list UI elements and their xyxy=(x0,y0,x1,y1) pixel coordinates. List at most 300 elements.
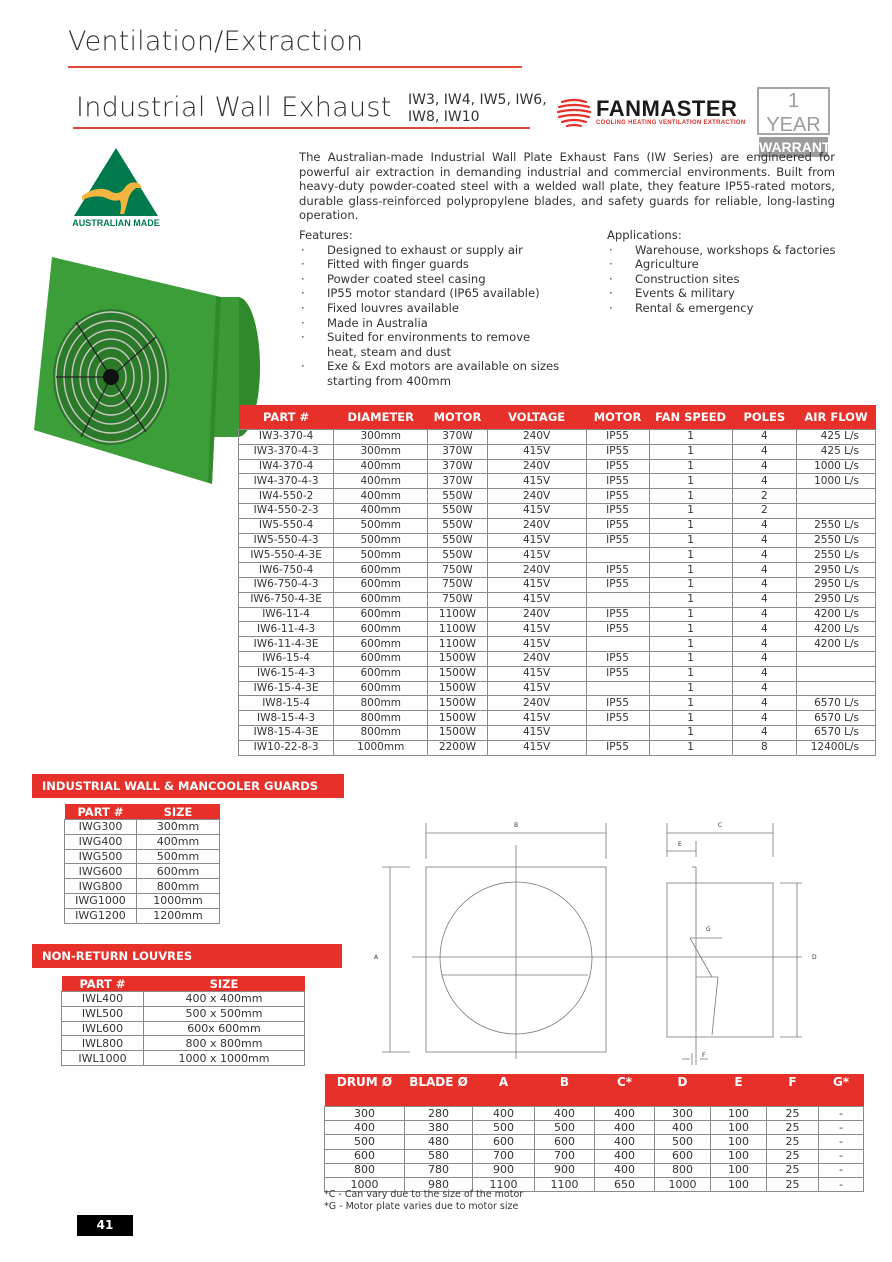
table-row xyxy=(239,563,876,578)
table-cell: 1 xyxy=(649,489,732,504)
table-cell: 1000mm xyxy=(334,740,428,755)
table-cell: - xyxy=(819,1121,864,1135)
table-cell: 600 xyxy=(535,1135,595,1149)
table-cell: 1 xyxy=(649,711,732,726)
table-cell: 1 xyxy=(649,444,732,459)
table-cell: 400 xyxy=(473,1107,535,1121)
table-row xyxy=(65,879,220,894)
table-cell: 500 xyxy=(325,1135,405,1149)
table-header-row xyxy=(239,405,876,430)
table-cell: 1 xyxy=(649,459,732,474)
table-cell: 415V xyxy=(487,725,586,740)
table-cell: 400mm xyxy=(334,474,428,489)
feature-item: · Made in Australia xyxy=(299,316,589,331)
table-cell: 4 xyxy=(732,681,796,696)
table-cell: 400 xyxy=(595,1135,655,1149)
table-cell: 480 xyxy=(405,1135,473,1149)
table-cell: IP55 xyxy=(586,563,649,578)
warranty-label: WARRANTY xyxy=(759,139,840,155)
table-cell: 1100W xyxy=(428,637,487,652)
table-cell: IWG500 xyxy=(65,849,137,864)
table-cell: 2550 L/s xyxy=(797,518,876,533)
dimension-diagram xyxy=(372,815,832,1065)
table-cell: 800mm xyxy=(334,696,428,711)
table-cell: 100 xyxy=(711,1163,767,1177)
table-cell: 580 xyxy=(405,1149,473,1163)
table-cell: 600mm xyxy=(334,637,428,652)
col-size: SIZE xyxy=(137,804,220,820)
table-cell: 6570 L/s xyxy=(797,725,876,740)
table-row xyxy=(325,1163,864,1177)
table-cell: - xyxy=(819,1163,864,1177)
australian-made-logo xyxy=(68,146,164,230)
col-diameter: DIAMETER xyxy=(334,405,428,430)
table-cell: 100 xyxy=(711,1121,767,1135)
table-cell: 6570 L/s xyxy=(797,711,876,726)
col-blade: BLADE Ø xyxy=(405,1074,473,1107)
table-cell: 100 xyxy=(711,1135,767,1149)
table-cell: 240V xyxy=(487,518,586,533)
table-cell: 2 xyxy=(732,503,796,518)
table-cell: 415V xyxy=(487,474,586,489)
table-cell xyxy=(797,666,876,681)
table-row xyxy=(325,1121,864,1135)
table-cell: 100 xyxy=(711,1149,767,1163)
table-cell: 780 xyxy=(405,1163,473,1177)
table-cell: 2950 L/s xyxy=(797,577,876,592)
table-cell: 2 xyxy=(732,489,796,504)
table-cell: IP55 xyxy=(586,533,649,548)
feature-item: · IP55 motor standard (IP65 available) xyxy=(299,286,589,301)
table-cell: 1 xyxy=(649,503,732,518)
table-cell: 1100 xyxy=(535,1177,595,1191)
table-cell: 1500W xyxy=(428,651,487,666)
table-cell: IWL800 xyxy=(62,1036,144,1051)
table-cell: 600 xyxy=(325,1149,405,1163)
table-cell xyxy=(586,681,649,696)
table-cell: 240V xyxy=(487,430,586,445)
table-cell: IW5-550-4-3 xyxy=(239,533,334,548)
table-cell: 4 xyxy=(732,563,796,578)
table-cell: 600mm xyxy=(334,607,428,622)
table-cell: 240V xyxy=(487,651,586,666)
table-cell: 1200mm xyxy=(137,908,220,923)
table-cell: 415V xyxy=(487,592,586,607)
col-f: F xyxy=(767,1074,819,1107)
table-cell xyxy=(586,637,649,652)
table-cell: IP55 xyxy=(586,622,649,637)
table-cell: 500mm xyxy=(137,849,220,864)
table-cell: 1000 x 1000mm xyxy=(144,1051,305,1066)
table-cell: 500 xyxy=(535,1121,595,1135)
table-cell: IP55 xyxy=(586,444,649,459)
table-cell: IP55 xyxy=(586,711,649,726)
table-cell: 800 x 800mm xyxy=(144,1036,305,1051)
table-cell: 400mm xyxy=(334,489,428,504)
table-cell: 415V xyxy=(487,622,586,637)
table-cell: 4 xyxy=(732,651,796,666)
note-c: *C - Can vary due to the size of the motor xyxy=(324,1189,524,1200)
table-cell: 400 xyxy=(655,1121,711,1135)
table-cell: 415V xyxy=(487,711,586,726)
note-g: *G - Motor plate varies due to motor size xyxy=(324,1200,519,1212)
table-cell: 650 xyxy=(595,1177,655,1191)
table-cell: 550W xyxy=(428,518,487,533)
table-cell: IW6-750-4 xyxy=(239,563,334,578)
table-cell: 2550 L/s xyxy=(797,533,876,548)
table-cell: 980 xyxy=(405,1177,473,1191)
col-part: PART # xyxy=(62,976,144,992)
table-row xyxy=(62,1006,305,1021)
table-row xyxy=(325,1149,864,1163)
table-row xyxy=(239,666,876,681)
table-cell: 370W xyxy=(428,444,487,459)
table-cell: 1 xyxy=(649,622,732,637)
table-row xyxy=(239,740,876,755)
table-cell: 415V xyxy=(487,548,586,563)
kangaroo-triangle-icon xyxy=(68,146,164,230)
table-cell: 500 xyxy=(655,1135,711,1149)
col-e: E xyxy=(711,1074,767,1107)
label-d: D xyxy=(812,954,817,961)
table-cell: 1000 L/s xyxy=(797,459,876,474)
table-cell: 415V xyxy=(487,637,586,652)
table-cell: 750W xyxy=(428,563,487,578)
table-row xyxy=(239,725,876,740)
table-cell: 1000mm xyxy=(137,893,220,908)
table-cell: 380 xyxy=(405,1121,473,1135)
table-cell xyxy=(586,592,649,607)
table-row xyxy=(239,711,876,726)
col-part: PART # xyxy=(65,804,137,820)
table-cell: IP55 xyxy=(586,577,649,592)
warranty-years: 1 YEAR xyxy=(766,90,821,136)
features-list xyxy=(299,228,589,389)
table-cell: 415V xyxy=(487,666,586,681)
table-cell: 500mm xyxy=(334,533,428,548)
table-cell: 240V xyxy=(487,459,586,474)
table-cell: IW6-15-4-3E xyxy=(239,681,334,696)
table-cell: 300mm xyxy=(334,444,428,459)
table-cell: 500mm xyxy=(334,548,428,563)
table-cell: IW6-11-4-3E xyxy=(239,637,334,652)
col-c: C* xyxy=(595,1074,655,1107)
louvres-banner: NON-RETURN LOUVRES xyxy=(32,944,342,968)
table-cell: 415V xyxy=(487,740,586,755)
table-cell: 400 xyxy=(595,1107,655,1121)
table-cell: 500mm xyxy=(334,518,428,533)
table-cell: IWL600 xyxy=(62,1021,144,1036)
table-cell: IW4-370-4 xyxy=(239,459,334,474)
table-cell: 750W xyxy=(428,577,487,592)
table-row xyxy=(239,681,876,696)
table-cell: 300 xyxy=(325,1107,405,1121)
table-cell xyxy=(586,548,649,563)
table-cell: 240V xyxy=(487,489,586,504)
table-row xyxy=(62,1051,305,1066)
table-cell: 550W xyxy=(428,533,487,548)
table-cell: IW3-370-4-3 xyxy=(239,444,334,459)
table-cell: IW6-15-4 xyxy=(239,651,334,666)
table-cell: - xyxy=(819,1135,864,1149)
features-title: Features: xyxy=(299,228,353,242)
table-cell: 4 xyxy=(732,607,796,622)
table-cell: 1100W xyxy=(428,607,487,622)
table-cell: 25 xyxy=(767,1163,819,1177)
table-cell: 415V xyxy=(487,533,586,548)
table-row xyxy=(65,893,220,908)
table-cell: 400mm xyxy=(334,459,428,474)
table-cell: 800mm xyxy=(334,711,428,726)
table-cell: 415V xyxy=(487,577,586,592)
table-cell: IWG400 xyxy=(65,834,137,849)
brand-name: FANMASTER xyxy=(596,96,738,121)
table-cell: 550W xyxy=(428,489,487,504)
table-cell: IW5-550-4-3E xyxy=(239,548,334,563)
table-header-row xyxy=(325,1074,864,1107)
table-cell: 4200 L/s xyxy=(797,637,876,652)
table-cell: IW4-370-4-3 xyxy=(239,474,334,489)
table-cell: IWL1000 xyxy=(62,1051,144,1066)
table-cell: 1 xyxy=(649,651,732,666)
table-cell: 1 xyxy=(649,696,732,711)
table-row xyxy=(325,1135,864,1149)
table-cell: 425 L/s xyxy=(797,430,876,445)
table-row xyxy=(239,474,876,489)
table-cell: 6570 L/s xyxy=(797,696,876,711)
application-item: · Events & military xyxy=(607,286,867,301)
application-item: · Rental & emergency xyxy=(607,301,867,316)
table-cell: 600mm xyxy=(137,864,220,879)
table-row xyxy=(65,834,220,849)
table-cell: 4 xyxy=(732,725,796,740)
table-row xyxy=(62,1021,305,1036)
table-cell: 600mm xyxy=(334,651,428,666)
table-cell: IWL400 xyxy=(62,992,144,1007)
label-f: F xyxy=(702,1052,706,1059)
badge-text: AUSTRALIAN MADE xyxy=(72,218,160,228)
table-cell: 1000 xyxy=(655,1177,711,1191)
feature-item: · Suited for environments to remove heat, steam and dust xyxy=(299,330,557,359)
table-cell: 900 xyxy=(535,1163,595,1177)
table-cell: 600mm xyxy=(334,681,428,696)
table-row xyxy=(65,864,220,879)
brand-tagline: COOLING HEATING VENTILATION EXTRACTION xyxy=(596,120,746,126)
table-cell: - xyxy=(819,1149,864,1163)
table-cell: - xyxy=(819,1107,864,1121)
table-cell: IP55 xyxy=(586,607,649,622)
table-cell: 1500W xyxy=(428,666,487,681)
table-cell: IP55 xyxy=(586,459,649,474)
table-cell: 2200W xyxy=(428,740,487,755)
product-title: Industrial Wall Exhaust xyxy=(76,92,392,123)
table-cell: 800mm xyxy=(137,879,220,894)
table-cell: IP55 xyxy=(586,430,649,445)
table-cell: 600 xyxy=(655,1149,711,1163)
feature-item: · Fitted with finger guards xyxy=(299,257,589,272)
table-cell: 300mm xyxy=(334,430,428,445)
col-fan-speed: FAN SPEED xyxy=(649,405,732,430)
table-cell: 400 xyxy=(535,1107,595,1121)
feature-item: · Designed to exhaust or supply air xyxy=(299,243,589,258)
table-cell: 400 xyxy=(595,1163,655,1177)
table-cell: 500 xyxy=(473,1121,535,1135)
fanmaster-logo xyxy=(556,94,746,130)
table-cell: 2550 L/s xyxy=(797,548,876,563)
table-cell: 4 xyxy=(732,459,796,474)
table-cell: 400mm xyxy=(137,834,220,849)
table-cell xyxy=(586,725,649,740)
table-row xyxy=(239,637,876,652)
fan-swirl-icon xyxy=(556,94,592,130)
table-cell: 1100 xyxy=(473,1177,535,1191)
label-b: B xyxy=(513,822,519,829)
table-cell: 370W xyxy=(428,459,487,474)
table-cell: 4 xyxy=(732,518,796,533)
table-cell: 800 xyxy=(325,1163,405,1177)
table-cell: 1 xyxy=(649,725,732,740)
table-cell: 1100W xyxy=(428,622,487,637)
applications-list xyxy=(607,228,867,316)
table-cell: 600 xyxy=(473,1135,535,1149)
warranty-badge xyxy=(757,87,840,155)
section-title: Ventilation/Extraction xyxy=(68,26,364,57)
table-row xyxy=(239,548,876,563)
table-row xyxy=(325,1107,864,1121)
table-cell: 1 xyxy=(649,563,732,578)
table-cell: 25 xyxy=(767,1135,819,1149)
table-cell: IWG600 xyxy=(65,864,137,879)
table-cell: IW6-750-4-3 xyxy=(239,577,334,592)
table-cell: 2950 L/s xyxy=(797,592,876,607)
feature-item: · Exe & Exd motors are available on sizes starting from 400mm xyxy=(299,359,567,388)
table-row xyxy=(239,503,876,518)
table-cell: 750W xyxy=(428,592,487,607)
table-cell: 1 xyxy=(649,430,732,445)
table-cell: IWG800 xyxy=(65,879,137,894)
table-cell: 4 xyxy=(732,474,796,489)
table-row xyxy=(65,908,220,923)
table-cell: 4 xyxy=(732,637,796,652)
table-cell: 25 xyxy=(767,1121,819,1135)
table-cell: 600mm xyxy=(334,622,428,637)
table-row xyxy=(239,696,876,711)
table-cell: IP55 xyxy=(586,503,649,518)
table-cell: 1 xyxy=(649,592,732,607)
table-cell: 700 xyxy=(473,1149,535,1163)
table-cell: IW4-550-2-3 xyxy=(239,503,334,518)
table-cell: IW5-550-4 xyxy=(239,518,334,533)
table-cell: 370W xyxy=(428,474,487,489)
table-cell: 1500W xyxy=(428,696,487,711)
table-cell: 1 xyxy=(649,637,732,652)
table-cell: IP55 xyxy=(586,696,649,711)
table-cell: IW6-11-4-3 xyxy=(239,622,334,637)
table-cell: 415V xyxy=(487,681,586,696)
table-cell: 1500W xyxy=(428,711,487,726)
table-cell: 400 x 400mm xyxy=(144,992,305,1007)
table-cell: 500 x 500mm xyxy=(144,1006,305,1021)
table-cell: 425 L/s xyxy=(797,444,876,459)
col-motor-power: MOTOR xyxy=(428,405,487,430)
dimension-notes xyxy=(324,1189,523,1212)
table-cell: IP55 xyxy=(586,518,649,533)
table-cell: 240V xyxy=(487,607,586,622)
table-cell: IP55 xyxy=(586,474,649,489)
table-cell: 1000 L/s xyxy=(797,474,876,489)
table-cell: 4 xyxy=(732,666,796,681)
table-cell: 2950 L/s xyxy=(797,563,876,578)
table-row xyxy=(239,459,876,474)
table-cell: IW4-550-2 xyxy=(239,489,334,504)
page-number: 41 xyxy=(77,1215,133,1236)
table-cell: 800 xyxy=(655,1163,711,1177)
table-cell: IP55 xyxy=(586,666,649,681)
guards-table xyxy=(64,804,220,924)
table-cell: 900 xyxy=(473,1163,535,1177)
table-cell: 400mm xyxy=(334,503,428,518)
table-header-row xyxy=(65,804,220,820)
table-cell: IW8-15-4-3 xyxy=(239,711,334,726)
table-cell: 300mm xyxy=(137,820,220,835)
table-cell: 600x 600mm xyxy=(144,1021,305,1036)
table-cell: IWG1200 xyxy=(65,908,137,923)
table-cell: 4 xyxy=(732,577,796,592)
table-cell: 4 xyxy=(732,592,796,607)
table-cell: 4 xyxy=(732,533,796,548)
label-g: G xyxy=(706,926,711,933)
col-poles: POLES xyxy=(732,405,796,430)
label-c: C xyxy=(717,822,723,829)
table-cell: 8 xyxy=(732,740,796,755)
table-row xyxy=(65,849,220,864)
table-cell: IWL500 xyxy=(62,1006,144,1021)
table-cell: 100 xyxy=(711,1177,767,1191)
table-cell: 700 xyxy=(535,1149,595,1163)
table-cell: 4 xyxy=(732,430,796,445)
col-drum: DRUM Ø xyxy=(325,1074,405,1107)
title-divider xyxy=(73,127,530,129)
table-cell: 12400L/s xyxy=(797,740,876,755)
table-cell: 4200 L/s xyxy=(797,622,876,637)
table-cell: 1 xyxy=(649,577,732,592)
table-row xyxy=(65,820,220,835)
table-cell: 1 xyxy=(649,666,732,681)
col-size: SIZE xyxy=(144,976,305,992)
feature-item: · Powder coated steel casing xyxy=(299,272,589,287)
table-cell: 800mm xyxy=(334,725,428,740)
table-cell: 1500W xyxy=(428,681,487,696)
label-a: A xyxy=(374,954,379,961)
col-a: A xyxy=(473,1074,535,1107)
table-cell: IW10-22-8-3 xyxy=(239,740,334,755)
table-cell: 600mm xyxy=(334,666,428,681)
table-cell: 25 xyxy=(767,1177,819,1191)
table-cell: 1000 xyxy=(325,1177,405,1191)
table-cell: 100 xyxy=(711,1107,767,1121)
application-item: · Agriculture xyxy=(607,257,867,272)
table-cell: 240V xyxy=(487,696,586,711)
col-part: PART # xyxy=(239,405,334,430)
table-cell: IWG1000 xyxy=(65,893,137,908)
table-cell: 4 xyxy=(732,622,796,637)
application-item: · Construction sites xyxy=(607,272,867,287)
table-cell: 25 xyxy=(767,1149,819,1163)
table-row xyxy=(239,622,876,637)
table-row xyxy=(239,577,876,592)
table-row xyxy=(239,430,876,445)
table-cell: 25 xyxy=(767,1107,819,1121)
